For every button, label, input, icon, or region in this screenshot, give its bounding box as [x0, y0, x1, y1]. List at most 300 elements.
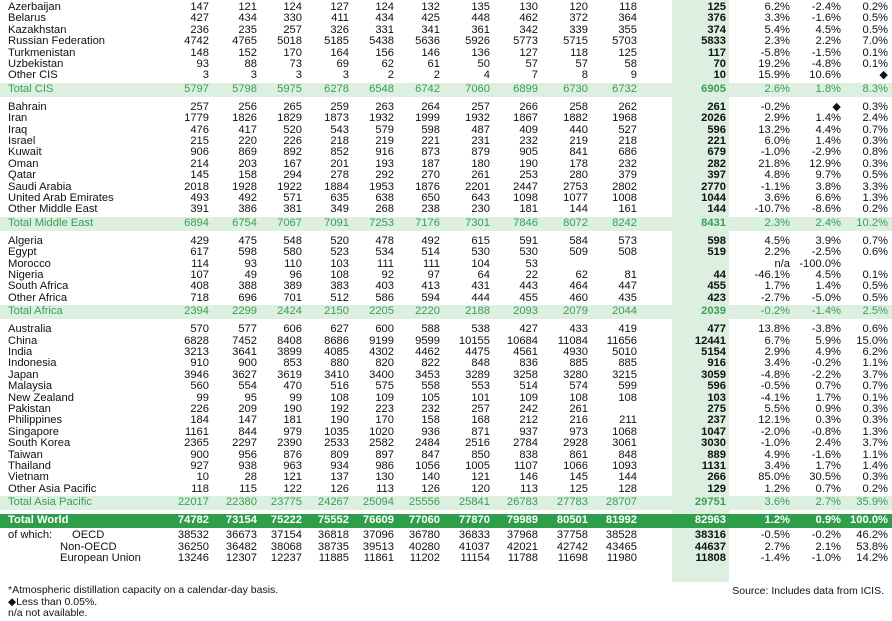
table-cell: 1.7%: [815, 460, 841, 472]
table-cell: -2.9%: [811, 146, 841, 159]
table-cell: 433: [569, 323, 588, 336]
row-label: Total World: [8, 514, 69, 527]
table-cell: -1.1%: [760, 180, 790, 193]
table-cell: 0.9%: [815, 514, 841, 527]
table-cell: 19.2%: [758, 58, 790, 70]
table-cell: 0.5%: [862, 169, 888, 182]
row-label: Belarus: [8, 12, 46, 25]
table-cell: 1876: [415, 180, 440, 193]
of-which-row: [0, 530, 892, 541]
row-label: Oman: [8, 157, 39, 170]
table-cell: 341: [421, 23, 440, 36]
table-cell: 575: [375, 380, 394, 393]
table-cell: 847: [421, 448, 440, 461]
table-cell: 573: [618, 234, 637, 247]
table-cell: 1826: [232, 112, 257, 125]
table-cell: 409: [519, 123, 538, 136]
table-cell: 5975: [277, 82, 302, 95]
table-cell: 161: [618, 203, 637, 216]
table-cell: 137: [330, 471, 349, 484]
table-cell: 57: [575, 58, 588, 70]
table-cell: 6905: [701, 82, 726, 95]
footnote: *Atmospheric distillation capacity on a calendar-day basis.: [8, 584, 279, 596]
row-label: Morocco: [8, 257, 51, 270]
table-cell: 4.8%: [764, 169, 790, 182]
table-cell: 331: [375, 23, 394, 36]
table-cell: 232: [618, 157, 637, 170]
table-cell: 221: [707, 135, 726, 147]
table-cell: 3410: [324, 368, 349, 381]
table-cell: 2026: [701, 112, 726, 125]
table-cell: 15.0%: [856, 334, 888, 347]
table-cell: 105: [421, 391, 440, 404]
table-cell: 237: [707, 414, 726, 427]
table-cell: 1.3%: [862, 425, 888, 438]
table-cell: 586: [375, 291, 394, 304]
table-cell: 93: [196, 58, 209, 70]
table-cell: 2299: [232, 305, 257, 318]
row-label: India: [8, 346, 33, 358]
table-cell: 235: [238, 23, 257, 36]
table-cell: 2.7%: [764, 540, 790, 553]
table-cell: 80501: [556, 514, 588, 527]
table-cell: -46.1%: [754, 269, 790, 281]
row-label: Non-OECD: [60, 540, 117, 553]
table-cell: 871: [471, 425, 490, 438]
table-row: [0, 247, 892, 258]
table-cell: 0.2%: [862, 482, 888, 495]
row-label: Taiwan: [8, 448, 43, 461]
table-cell: 900: [238, 357, 257, 370]
table-cell: 0.5%: [862, 23, 888, 36]
table-cell: -0.5%: [760, 380, 790, 393]
table-cell: 268: [375, 203, 394, 216]
table-cell: 146: [421, 46, 440, 59]
table-cell: 13.8%: [758, 323, 790, 336]
table-cell: 218: [618, 135, 637, 147]
table-cell: 3627: [232, 368, 257, 381]
table-cell: 113: [520, 482, 538, 495]
table-cell: 10: [713, 69, 726, 82]
table-cell: 2390: [277, 437, 302, 450]
table-cell: 118: [191, 482, 209, 495]
table-cell: -0.2%: [811, 529, 841, 542]
row-label: Thailand: [8, 460, 51, 472]
row-label: Malaysia: [8, 380, 53, 393]
table-cell: 7: [531, 69, 538, 82]
table-cell: 1.7%: [764, 280, 790, 293]
table-cell: 2205: [369, 305, 394, 318]
table-cell: 2220: [415, 305, 440, 318]
table-cell: 516: [330, 380, 349, 393]
table-cell: 938: [238, 460, 257, 472]
table-cell: 127: [519, 46, 538, 59]
table-cell: 6548: [369, 82, 394, 95]
table-cell: 75552: [317, 514, 349, 527]
table-cell: 36780: [408, 529, 440, 542]
row-label: Other CIS: [8, 69, 58, 82]
row-label: South Africa: [8, 280, 69, 293]
table-cell: 493: [190, 192, 209, 204]
table-cell: 2770: [701, 180, 726, 193]
table-cell: 0.7%: [862, 380, 888, 393]
table-cell: 339: [569, 23, 588, 36]
table-cell: 574: [569, 380, 588, 393]
table-cell: 0.5%: [862, 12, 888, 25]
table-cell: 145: [569, 471, 588, 484]
table-cell: 4302: [369, 346, 394, 358]
table-cell: 257: [190, 100, 209, 113]
table-cell: 850: [471, 448, 490, 461]
table-cell: 440: [569, 123, 588, 136]
table-cell: 1953: [369, 180, 394, 193]
table-cell: 49: [244, 269, 257, 281]
table-cell: 1005: [465, 460, 490, 472]
table-cell: 3258: [513, 368, 538, 381]
table-cell: 79989: [506, 514, 538, 527]
table-cell: 3453: [415, 368, 440, 381]
table-cell: 391: [190, 203, 209, 216]
table-cell: 77060: [408, 514, 440, 527]
table-cell: 600: [375, 323, 394, 336]
table-cell: 4930: [563, 346, 588, 358]
table-cell: 2201: [465, 180, 490, 193]
table-cell: 548: [283, 234, 302, 247]
row-label: Total Africa: [8, 305, 63, 318]
table-cell: -1.5%: [811, 46, 841, 59]
table-row: [0, 370, 892, 381]
table-cell: 1093: [612, 460, 637, 472]
table-cell: 5636: [415, 35, 440, 48]
table-cell: 103: [707, 391, 726, 404]
table-cell: -4.8%: [760, 368, 790, 381]
table-cell: 973: [569, 425, 588, 438]
row-label: Australia: [8, 323, 52, 336]
table-cell: 6278: [324, 82, 349, 95]
table-cell: 364: [618, 12, 637, 25]
table-cell: 1066: [563, 460, 588, 472]
table-row: [0, 472, 892, 483]
table-cell: 508: [618, 246, 637, 259]
table-cell: 596: [707, 380, 726, 393]
table-cell: 110: [284, 257, 302, 270]
table-cell: 0.3%: [862, 100, 888, 113]
table-cell: 1932: [369, 112, 394, 125]
table-cell: 192: [330, 403, 349, 415]
table-cell: 2.4%: [862, 112, 888, 125]
table-cell: 477: [707, 323, 726, 336]
table-cell: 211: [619, 414, 637, 427]
table-cell: 2424: [277, 305, 302, 318]
table-cell: 4742: [184, 35, 209, 48]
table-cell: 627: [330, 323, 349, 336]
table-cell: 650: [421, 192, 440, 204]
table-cell: 554: [238, 380, 257, 393]
table-cell: 230: [471, 203, 490, 216]
table-cell: -1.0%: [760, 146, 790, 159]
table-cell: 28707: [605, 496, 637, 509]
table-cell: 263: [375, 100, 394, 113]
table-cell: 152: [238, 46, 257, 59]
table-cell: 615: [471, 234, 490, 247]
table-cell: 7060: [465, 82, 490, 95]
table-cell: 76609: [362, 514, 394, 527]
table-cell: 146: [519, 471, 538, 484]
table-cell: 389: [283, 280, 302, 293]
table-cell: 5018: [277, 35, 302, 48]
table-cell: 892: [283, 146, 302, 159]
table-cell: 113: [376, 482, 394, 495]
table-cell: 1999: [415, 112, 440, 125]
table-cell: 520: [330, 234, 349, 247]
table-cell: 1779: [184, 112, 209, 125]
table-cell: 1020: [369, 425, 394, 438]
row-label: Egypt: [8, 246, 37, 259]
table-cell: 12441: [694, 334, 726, 347]
table-cell: 2802: [612, 180, 637, 193]
table-cell: 514: [519, 380, 538, 393]
table-cell: 570: [190, 323, 209, 336]
table-cell: 2039: [701, 305, 726, 318]
table-cell: 212: [519, 414, 538, 427]
table-cell: 936: [421, 425, 440, 438]
table-cell: 4.5%: [764, 234, 790, 247]
table-cell: 14.2%: [856, 552, 888, 564]
table-cell: 397: [707, 169, 726, 182]
table-row: [0, 347, 892, 358]
table-cell: 219: [375, 135, 394, 147]
table-cell: 100.0%: [850, 514, 888, 527]
table-cell: 37758: [556, 529, 588, 542]
table-cell: 2.5%: [862, 305, 888, 318]
table-cell: 11808: [695, 552, 726, 564]
table-cell: 417: [238, 123, 257, 136]
table-cell: 5010: [612, 346, 637, 358]
table-cell: 145: [190, 169, 209, 182]
table-cell: 170: [283, 46, 302, 59]
table-cell: 158: [238, 169, 257, 182]
table-cell: 38532: [177, 529, 209, 542]
table-cell: 3400: [369, 368, 394, 381]
table-cell: 36482: [225, 540, 257, 553]
table-cell: 2: [433, 69, 440, 82]
table-cell: 11202: [409, 552, 440, 564]
table-cell: 236: [190, 23, 209, 36]
table-cell: 120: [569, 1, 588, 13]
table-row: [0, 36, 892, 47]
table-cell: 27783: [556, 496, 588, 509]
table-cell: 108: [618, 391, 637, 404]
table-cell: 53: [525, 257, 538, 270]
table-cell: 3: [295, 69, 302, 82]
table-cell: 2093: [513, 305, 538, 318]
table-cell: 1928: [232, 180, 257, 193]
table-cell: 111: [422, 257, 440, 270]
table-cell: 444: [471, 291, 490, 304]
table-cell: 8: [581, 69, 588, 82]
table-cell: 25556: [408, 496, 440, 509]
table-cell: 534: [375, 246, 394, 259]
table-cell: 3280: [563, 368, 588, 381]
table-cell: 617: [190, 246, 209, 259]
table-cell: 809: [330, 448, 349, 461]
table-cell: 635: [330, 192, 349, 204]
table-cell: 107: [190, 269, 209, 281]
table-cell: 492: [421, 234, 440, 247]
table-cell: 108: [330, 269, 349, 281]
table-cell: 3.9%: [815, 234, 841, 247]
table-cell: 3.8%: [815, 180, 841, 193]
table-cell: 0.1%: [862, 46, 888, 59]
table-cell: 2.2%: [815, 35, 841, 48]
table-cell: 262: [618, 100, 637, 113]
table-cell: 12.1%: [758, 414, 790, 427]
table-cell: -3.8%: [811, 323, 841, 336]
footnote: ◆Less than 0.05%.: [8, 595, 98, 608]
table-cell: -4.8%: [811, 58, 841, 70]
table-cell: 487: [471, 123, 490, 136]
row-label: Indonesia: [8, 357, 57, 370]
table-cell: 5438: [369, 35, 394, 48]
table-cell: 2784: [513, 437, 538, 450]
table-cell: 11861: [363, 552, 394, 564]
table-cell: 130: [519, 1, 538, 13]
table-cell: 73: [289, 58, 302, 70]
table-cell: 591: [519, 234, 538, 247]
table-cell: 9199: [369, 334, 394, 347]
table-cell: -2.0%: [760, 425, 790, 438]
table-cell: 6754: [232, 216, 257, 229]
table-cell: 2582: [369, 437, 394, 450]
table-row: [0, 70, 892, 81]
table-cell: 638: [375, 192, 394, 204]
table-cell: 3215: [612, 368, 637, 381]
table-cell: 203: [238, 157, 257, 170]
table-cell: 126: [330, 482, 349, 495]
table-cell: 1.4%: [815, 280, 841, 293]
table-cell: 916: [375, 146, 394, 159]
table-cell: 2297: [232, 437, 257, 450]
table-cell: 4765: [232, 35, 257, 48]
table-cell: 121: [283, 471, 302, 484]
table-cell: 3.7%: [862, 437, 888, 450]
row-label: European Union: [60, 552, 141, 564]
table-cell: 261: [471, 169, 490, 182]
table-cell: 519: [707, 246, 726, 259]
table-cell: 2018: [184, 180, 209, 193]
table-cell: 11698: [557, 552, 588, 564]
table-cell: 109: [519, 391, 538, 404]
table-cell: 3: [342, 69, 349, 82]
section-total-row: [0, 497, 892, 508]
table-cell: 0.7%: [862, 234, 888, 247]
table-cell: 0.3%: [862, 414, 888, 427]
table-cell: 36833: [458, 529, 490, 542]
table-cell: 30.5%: [809, 471, 841, 484]
table-row: [0, 415, 892, 426]
table-cell: 23775: [270, 496, 302, 509]
table-cell: 103: [330, 257, 349, 270]
table-cell: 35.9%: [856, 496, 888, 509]
table-cell: 0.1%: [862, 391, 888, 404]
table-cell: 81: [624, 269, 637, 281]
table-row: [0, 113, 892, 124]
table-cell: 4475: [465, 346, 490, 358]
table-cell: 523: [330, 246, 349, 259]
table-cell: 43465: [605, 540, 637, 553]
table-cell: 1922: [277, 180, 302, 193]
table-cell: 2.3%: [764, 216, 790, 229]
table-cell: 144: [569, 203, 588, 216]
row-label: Turkmenistan: [8, 46, 76, 59]
table-cell: -0.8%: [811, 425, 841, 438]
row-label: Nigeria: [8, 269, 44, 281]
table-cell: 0.3%: [862, 471, 888, 484]
table-cell: 388: [238, 280, 257, 293]
table-cell: 435: [618, 291, 637, 304]
table-row: [0, 270, 892, 281]
table-cell: 11788: [507, 552, 538, 564]
table-row: [0, 336, 892, 347]
table-cell: 37154: [270, 529, 302, 542]
table-cell: 2.2%: [764, 246, 790, 259]
table-cell: 520: [283, 123, 302, 136]
table-cell: n/a: [774, 257, 790, 270]
table-cell: 2484: [415, 437, 440, 450]
table-cell: 447: [618, 280, 637, 293]
row-label: Qatar: [8, 169, 36, 182]
table-cell: 6894: [184, 216, 209, 229]
table-cell: 3.3%: [764, 12, 790, 25]
table-cell: 2516: [465, 437, 490, 450]
table-cell: 7452: [232, 334, 257, 347]
table-cell: 257: [471, 403, 490, 415]
table-cell: 431: [471, 280, 490, 293]
row-label: Pakistan: [8, 403, 51, 415]
table-cell: 37968: [506, 529, 538, 542]
table-cell: 13.2%: [758, 123, 790, 136]
table-cell: 873: [421, 146, 440, 159]
table-cell: 4462: [415, 346, 440, 358]
table-cell: -100.0%: [799, 257, 841, 270]
table-cell: 361: [471, 23, 490, 36]
table-cell: 8.3%: [862, 82, 888, 95]
table-cell: 2188: [465, 305, 490, 318]
table-cell: -5.8%: [760, 46, 790, 59]
table-cell: 5.9%: [815, 334, 841, 347]
table-cell: -1.0%: [811, 552, 841, 564]
table-cell: 3899: [277, 346, 302, 358]
table-row: [0, 281, 892, 292]
table-cell: 1.2%: [764, 514, 790, 527]
table-cell: 77870: [458, 514, 490, 527]
table-cell: 841: [569, 146, 588, 159]
table-cell: 0.1%: [862, 58, 888, 70]
table-cell: 95: [244, 391, 257, 404]
table-cell: 2.3%: [764, 35, 790, 48]
table-cell: 69: [336, 58, 349, 70]
table-cell: 470: [283, 380, 302, 393]
table-cell: 423: [707, 291, 726, 304]
table-cell: 885: [618, 357, 637, 370]
table-cell: 57: [525, 58, 538, 70]
table-cell: 11084: [557, 334, 588, 347]
table-cell: 158: [421, 414, 440, 427]
table-cell: -1.4%: [760, 552, 790, 564]
table-cell: 218: [330, 135, 349, 147]
table-cell: 122: [283, 482, 302, 495]
table-cell: 560: [190, 380, 209, 393]
